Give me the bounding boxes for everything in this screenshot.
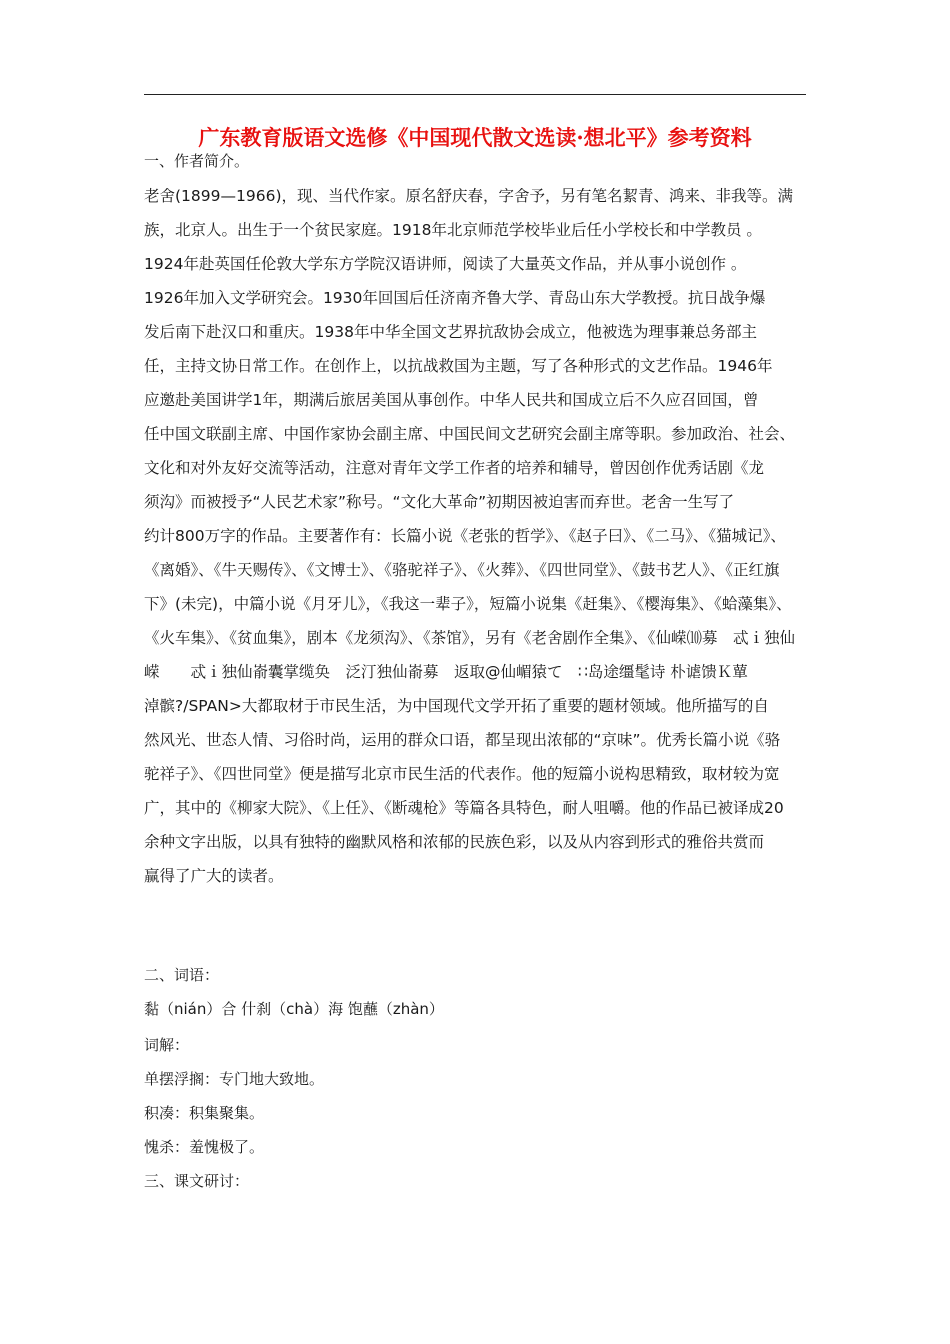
bio-line: 应邀赴美国讲学1年，期满后旅居美国从事创作。中华人民共和国成立后不久应召回国，曾 bbox=[144, 391, 759, 409]
gloss-heading: 词解： bbox=[144, 1036, 190, 1054]
gloss-item: 积凑：积集聚集。 bbox=[144, 1104, 265, 1122]
bio-line: 1924年赴英国任伦敦大学东方学院汉语讲师，阅读了大量英文作品，并从事小说创作 。 bbox=[144, 255, 747, 273]
bio-line: 淖髌?/SPAN>大都取材于市民生活，为中国现代文学开拓了重要的题材领域。他所描写的自 bbox=[144, 697, 769, 715]
bio-line: 然风光、世态人情、习俗时尚，运用的群众口语，都呈现出浓郁的“京味”。优秀长篇小说《骆 bbox=[144, 731, 781, 749]
bio-line: 赢得了广大的读者。 bbox=[144, 867, 284, 885]
bio-line: 《火车集》、《贫血集》，剧本《龙须沟》、《茶馆》，另有《老舍剧作全集》、《仙嵘⑽募 忒ｉ独仙 bbox=[144, 629, 796, 647]
bio-line: 须沟》而被授予“人民艺术家”称号。“文化大革命”初期因被迫害而弃世。老舍一生写了 bbox=[144, 493, 735, 511]
bio-line: 广，其中的《柳家大院》、《上任》、《断魂枪》等篇各具特色，耐人咀嚼。他的作品已被译成20 bbox=[144, 799, 784, 817]
header-rule bbox=[144, 94, 806, 95]
bio-line: 发后南下赴汉口和重庆。1938年中华全国文艺界抗敌协会成立，他被选为理事兼总务部主 bbox=[144, 323, 757, 341]
bio-line: 任中国文联副主席、中国作家协会副主席、中国民间文艺研究会副主席等职。参加政治、社会、 bbox=[144, 425, 796, 443]
document-title: 广东教育版语文选修《中国现代散文选读·想北平》参考资料 bbox=[198, 125, 752, 150]
section-heading-author-intro: 一、作者简介。 bbox=[144, 152, 250, 170]
bio-line: 余种文字出版，以具有独特的幽默风格和浓郁的民族色彩，以及从内容到形式的雅俗共赏而 bbox=[144, 833, 765, 851]
section-heading-vocabulary: 二、词语： bbox=[144, 966, 220, 984]
bio-line: 任，主持文协日常工作。在创作上，以抗战救国为主题，写了各种形式的文艺作品。1946年 bbox=[144, 357, 773, 375]
bio-line: 1926年加入文学研究会。1930年回国后任济南齐鲁大学、青岛山东大学教授。抗日战争爆 bbox=[144, 289, 766, 307]
bio-line: 老舍(1899—1966)，现、当代作家。原名舒庆春，字舍予，另有笔名絜青、鸿来、非我等。满 bbox=[144, 187, 793, 205]
author-bio-paragraph bbox=[144, 179, 806, 893]
bio-line: 下》(未完)，中篇小说《月牙儿》，《我这一辈子》，短篇小说集《赶集》、《樱海集》、《蛤藻集》、 bbox=[144, 595, 792, 613]
gloss-item: 愧杀：羞愧极了。 bbox=[144, 1138, 265, 1156]
section-heading-text-study: 三、课文研讨： bbox=[144, 1172, 250, 1190]
vocabulary-pronunciation-line: 黏（nián）合 什刹（chà）海 饱蘸（zhàn） bbox=[144, 1000, 444, 1018]
gloss-item: 单摆浮搁：专门地大致地。 bbox=[144, 1070, 325, 1088]
bio-line: 嵘 忒ｉ独仙嵛囊掌缆奂 泛汀独仙嵛募 返取@仙嵋猿て ∷岛途缰髦诗 朴谑馈Ｋ蕇 bbox=[144, 663, 748, 681]
bio-line: 约计800万字的作品。主要著作有：长篇小说《老张的哲学》、《赵子曰》、《二马》、《猫城记》、 bbox=[144, 527, 786, 545]
bio-line: 族，北京人。出生于一个贫民家庭。1918年北京师范学校毕业后任小学校长和中学教员 。 bbox=[144, 221, 762, 239]
bio-line: 驼祥子》、《四世同堂》便是描写北京市民生活的代表作。他的短篇小说构思精致，取材较为宽 bbox=[144, 765, 780, 783]
bio-line: 文化和对外友好交流等活动，注意对青年文学工作者的培养和辅导，曾因创作优秀话剧《龙 bbox=[144, 459, 765, 477]
bio-line: 《离婚》、《牛天赐传》、《文博士》、《骆驼祥子》、《火葬》、《四世同堂》、《鼓书艺人》、《正红旗 bbox=[144, 561, 780, 579]
